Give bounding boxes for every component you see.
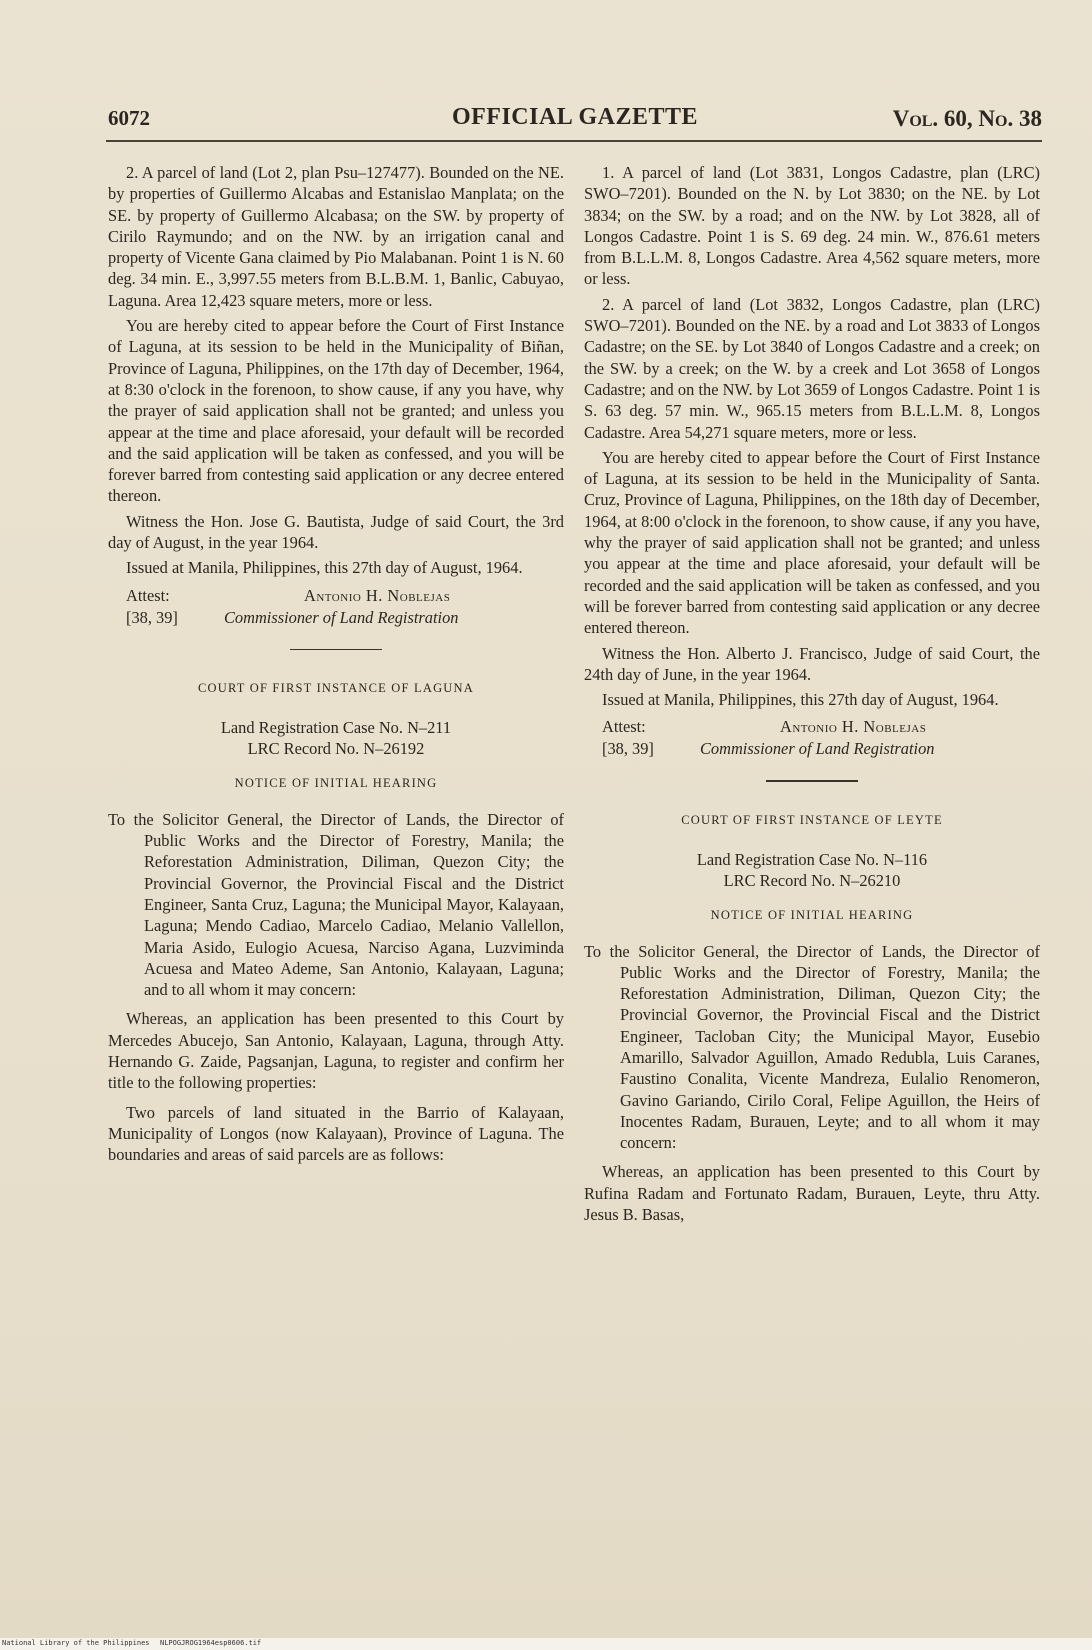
header-rule	[106, 140, 1042, 142]
attest-reference: [38, 39]	[126, 607, 178, 627]
parcel-description: 2. A parcel of land (Lot 2, plan Psu–127477). Bounded on the NE. by properties of Guillermo Alcabas and Estanislao Manplata; on the SE. by property of Guillermo Alcabasa; on the SW. by property of Cirilo Raymundo; and on the NW. by an irrigation canal and property of Vicente Gana claimed by Pio Malabanan. Point 1 is N. 60 deg. 34 min. E., 3,997.55 meters from B.L.B.M. 1, Banlic, Cabuyao, Laguna. Area 12,423 square meters, more or less.	[108, 163, 564, 310]
court-heading: COURT OF FIRST INSTANCE OF LEYTE	[681, 812, 943, 827]
volume-number: Vol. 60, No. 38	[892, 106, 1042, 131]
parcels-intro-paragraph: Two parcels of land situated in the Barrio of Kalayaan, Municipality of Longos (now Kalayaan), Province of Laguna. The boundaries and areas of said parcels are as follows:	[108, 1102, 564, 1165]
attest-label: Attest:	[126, 585, 170, 605]
attest-label: Attest:	[602, 717, 646, 737]
addressees-paragraph: To the Solicitor General, the Director of Lands, the Director of Public Works and the Director of Forestry, Manila; the Reforestation Administration, Diliman, Quezon City; the Provincial Governor, the Provincial Fiscal and the District Engineer, Tacloban City; the Municipal Mayor, Eusebio Amarillo, Salvador Aguillon, Amado Redubla, Luis Caranes, Faustino Conalita, Vicente Mandreza, Eulalio Renomeron, Gavino Gariando, Cirilo Coral, Felipe Aguillon, the Heirs of Inocentes Radam, Burauen, Leyte; and to all whom it may concern:	[584, 941, 1040, 1153]
citation-paragraph: You are hereby cited to appear before the Court of First Instance of Laguna, at its session to be held in the Municipality of Santa. Cruz, Province of Laguna, Philippines, on the 18th day of December, 1964, at 8:00 o'clock in the forenoon, to show cause, if any you have, why the prayer of said application shall not be granted; and unless you appear at the time and place aforesaid, your default will be recorded and the said application will be taken as confessed, and you will be forever barred from contesting said application or any decree entered thereon.	[584, 447, 1040, 638]
scan-footer	[0, 1638, 1092, 1650]
scan-filename: NLPOGJROG1964esp0606.tif	[160, 1639, 262, 1647]
court-heading: COURT OF FIRST INSTANCE OF LAGUNA	[198, 681, 474, 696]
library-credit: National Library of the Philippines	[2, 1639, 150, 1647]
section-divider	[290, 649, 382, 651]
witness-paragraph: Witness the Hon. Jose G. Bautista, Judge of said Court, the 3rd day of August, in the year 1964.	[108, 511, 564, 553]
notice-heading: NOTICE OF INITIAL HEARING	[710, 908, 914, 923]
commissioner-name: Antonio H. Noblejas	[304, 585, 451, 605]
left-column	[108, 162, 564, 1169]
commissioner-name: Antonio H. Noblejas	[780, 717, 927, 737]
case-number: Land Registration Case No. N–116	[696, 850, 928, 870]
parcel-2-description: 2. A parcel of land (Lot 3832, Longos Cadastre, plan (LRC) SWO–7201). Bounded on the NE. by a road and Lot 3833 of Longos Cadastre; on the SE. by Lot 3840 of Longos Cadastre and a creek; on the SW. by a creek; on the W. by a creek and Lot 3658 of Longos Cadastre; and on the NW. by Lot 3659 of Longos Cadastre. Point 1 is S. 63 deg. 57 min. W., 965.15 meters from B.L.L.M. 8, Longos Cadastre. Area 54,271 square meters, more or less.	[584, 294, 1040, 442]
application-paragraph: Whereas, an application has been presented to this Court by Rufina Radam and Fortunato Radam, Burauen, Leyte, thru Atty. Jesus B. Basas,	[584, 1162, 1040, 1225]
publication-title: OFFICIAL GAZETTE	[451, 104, 699, 130]
issued-paragraph: Issued at Manila, Philippines, this 27th day of August, 1964.	[602, 690, 999, 710]
citation-paragraph: You are hereby cited to appear before the Court of First Instance of Laguna, at its session to be held in the Municipality of Biñan, Province of Laguna, Philippines, on the 17th day of December, 1964, at 8:30 o'clock in the forenoon, to show cause, if any you have, why the prayer of said application shall not be granted; and unless you appear at the time and place aforesaid, your default will be recorded and the said application will be taken as confessed, and you will be forever barred from contesting said application or any decree entered thereon.	[108, 316, 564, 506]
page-number: 6072	[108, 106, 150, 130]
record-number: LRC Record No. N–26192	[247, 739, 425, 759]
page-header	[108, 102, 1042, 142]
record-number: LRC Record No. N–26210	[723, 871, 901, 891]
commissioner-title: Commissioner of Land Registration	[700, 739, 935, 759]
commissioner-title: Commissioner of Land Registration	[224, 607, 459, 627]
parcel-1-description: 1. A parcel of land (Lot 3831, Longos Cadastre, plan (LRC) SWO–7201). Bounded on the N. by Lot 3830; on the NE. by Lot 3834; on the SW. by a road; and on the NW. by Lot 3828, all of Longos Cadastre. Point 1 is S. 69 deg. 24 min. W., 876.61 meters from B.L.L.M. 8, Longos Cadastre. Area 4,562 square meters, more or less.	[584, 163, 1040, 289]
notice-heading: NOTICE OF INITIAL HEARING	[234, 776, 438, 791]
witness-paragraph: Witness the Hon. Alberto J. Francisco, Judge of said Court, the 24th day of June, in the year 1964.	[584, 643, 1040, 684]
section-divider	[766, 780, 858, 782]
right-column	[584, 162, 1040, 1229]
addressees-paragraph: To the Solicitor General, the Director of Lands, the Director of Public Works and the Director of Forestry, Manila; the Reforestation Administration, Diliman, Quezon City; the Provincial Governor, the Provincial Fiscal and the District Engineer, Santa Cruz, Laguna; the Municipal Mayor, Kalayaan, Laguna; Mendo Cadiao, Marcelo Cadiao, Melanio Vallellon, Maria Asido, Eulogio Acuesa, Narciso Agana, Luzviminda Acuesa and Mateo Ademe, San Antonio, Kalayaan, Laguna; and to all whom it may concern:	[108, 809, 564, 1000]
attestation	[108, 585, 564, 631]
application-paragraph: Whereas, an application has been presented to this Court by Mercedes Abucejo, San Antonio, Kalayaan, Laguna, through Atty. Hernando G. Zaide, Pagsanjan, Laguna, to register and confirm her title to the following properties:	[108, 1009, 564, 1093]
issued-paragraph: Issued at Manila, Philippines, this 27th day of August, 1964.	[126, 558, 523, 578]
attest-reference: [38, 39]	[602, 739, 654, 759]
attestation	[584, 716, 1040, 762]
case-number: Land Registration Case No. N–211	[220, 718, 452, 738]
